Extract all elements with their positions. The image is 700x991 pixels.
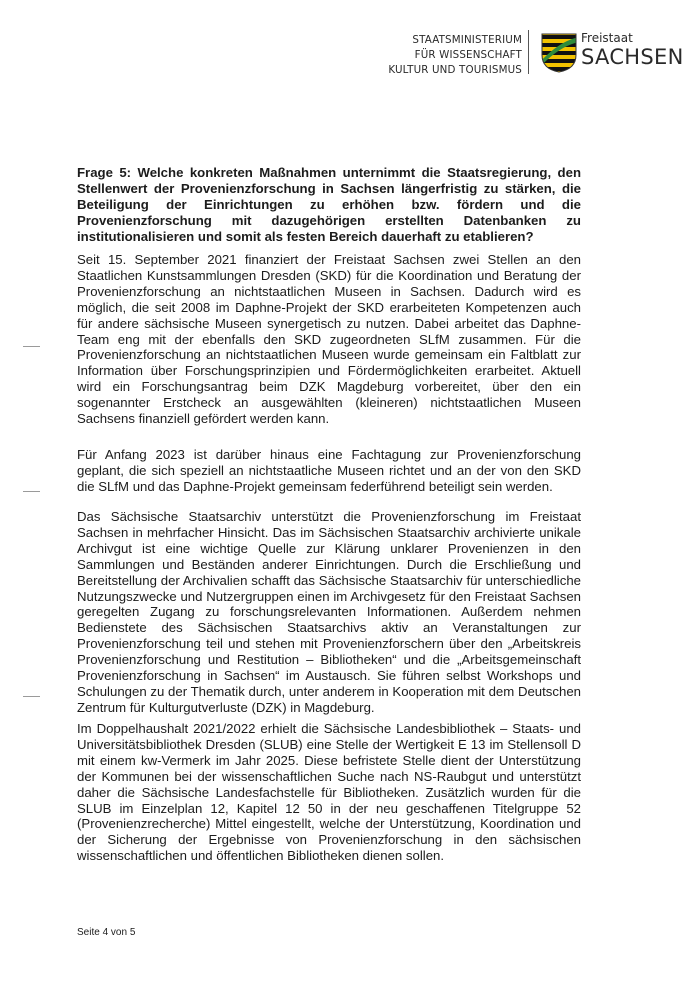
ministry-line-1: STAATSMINISTERIUM [412,34,522,46]
brand-logo [581,32,684,69]
paragraph-fachtagung: Für Anfang 2023 ist darüber hinaus eine Fachtagung zur Provenienzforschung geplant, die sich speziell an nichtstaatliche Museen richtet und an der von den SKD die SLfM und das Daphne-Projekt gemeinsam federführend beteiligt sein werden. [77,447,581,494]
page-number: Seite 4 von 5 [77,927,136,938]
coat-of-arms-icon [541,33,577,73]
paragraph-skd: Seit 15. September 2021 finanziert der Freistaat Sachsen zwei Stellen an den Staatlichen Kunstsammlungen Dresden (SKD) für die Koordination und Beratung der Provenienzforschung an nichtstaatlichen Museen in Sachsen. Dadurch wird es möglich, die seit 2008 im Daphne-Projekt der SKD erarbeiteten Kompetenzen auch für andere sächsische Museen synergetisch zu nutzen. Dabei arbeitet das Daphne-Team eng mit der ebenfalls den SKD zugeordneten SLfM zusammen. Für die Provenienzforschung an nichtstaatlichen Museen wurde gemeinsam ein Faltblatt zur Information über Forschungsprinzipien und Fördermöglichkeiten erarbeitet. Aktuell wird ein Forschungsantrag beim DZK Magdeburg vorbereitet, über den ein sogenannter Erstcheck an ausgewählten (kleineren) nichtstaatlichen Museen Sachsens finanziell gefördert werden kann. [77,252,581,427]
ministry-line-2: FÜR WISSENSCHAFT [414,49,522,61]
paragraph-slub: Im Doppelhaushalt 2021/2022 erhielt die Sächsische Landesbibliothek – Staats- und Universitätsbibliothek Dresden (SLUB) eine Stelle der Wertigkeit E 13 im Stellensoll D mit einem kw-Vermerk im Jahr 2025. Diese befristete Stelle dient der Unterstützung der Kommunen bei der wissenschaftlichen Suche nach NS-Raubgut und unterstützt daher die Sächsische Landesfachstelle für Bibliotheken. Zusätzlich wurden für die SLUB im Einzelplan 12, Kapitel 12 50 in der neu geschaffenen Titelgruppe 52 (Provenienzrecherche) Mittel eingestellt, welche der Unterstützung, Koordination und der Sicherung der Ergebnisse von Provenienzforschung in den sächsischen wissenschaftlichen und öffentlichen Bibliotheken dienen sollen. [77,721,581,864]
paragraph-staatsarchiv: Das Sächsische Staatsarchiv unterstützt die Provenienzforschung im Freistaat Sachsen in mehrfacher Hinsicht. Das im Sächsischen Staatsarchiv archivierte unikale Archivgut ist eine wichtige Quelle zur Klärung unklarer Provenienzen in den Sammlungen und Beständen anderer Einrichtungen. Durch die Erschließung und Bereitstellung der Archivalien schafft das Sächsische Staatsarchiv für unterschiedliche Nutzungszwecke und Nutzergruppen einen im Archivgesetz für den Freistaat Sachsen geregelten Zugang zu forschungsrelevanten Informationen. Außerdem nehmen Bedienstete des Sächsischen Staatsarchivs aktiv an Veranstaltungen zur Provenienzforschung teil und stehen mit Provenienzforschern über den „Arbeitskreis Provenienzforschung und Restitution – Bibliotheken“ und die „Arbeitsgemeinschaft Provenienzforschung in Sachsen“ im Austausch. Sie führen selbst Workshops und Schulungen zu der Thematik durch, unter anderem in Kooperation mit dem Deutschen Zentrum für Kulturgutverluste (DZK) in Magdeburg. [77,509,581,715]
question-heading: Frage 5: Welche konkreten Maßnahmen unternimmt die Staatsregierung, den Stellenwert der Provenienzforschung in Sachsen längerfristig zu stärken, die Beteiligung der Einrichtungen zu erhöhen bzw. fördern und die Provenienzforschung mit dazugehörigen erstellten Datenbanken zu institutionalisieren und somit als festen Bereich dauerhaft zu etablieren? [77,165,581,244]
ministry-line-3: KULTUR UND TOURISMUS [388,64,522,76]
margin-mark [23,346,40,347]
ministry-name [302,33,522,78]
brand-large-text: SACHSEN [581,45,684,69]
margin-mark [23,491,40,492]
header-divider [528,30,529,74]
brand-small-text: Freistaat [581,31,633,45]
margin-mark [23,696,40,697]
